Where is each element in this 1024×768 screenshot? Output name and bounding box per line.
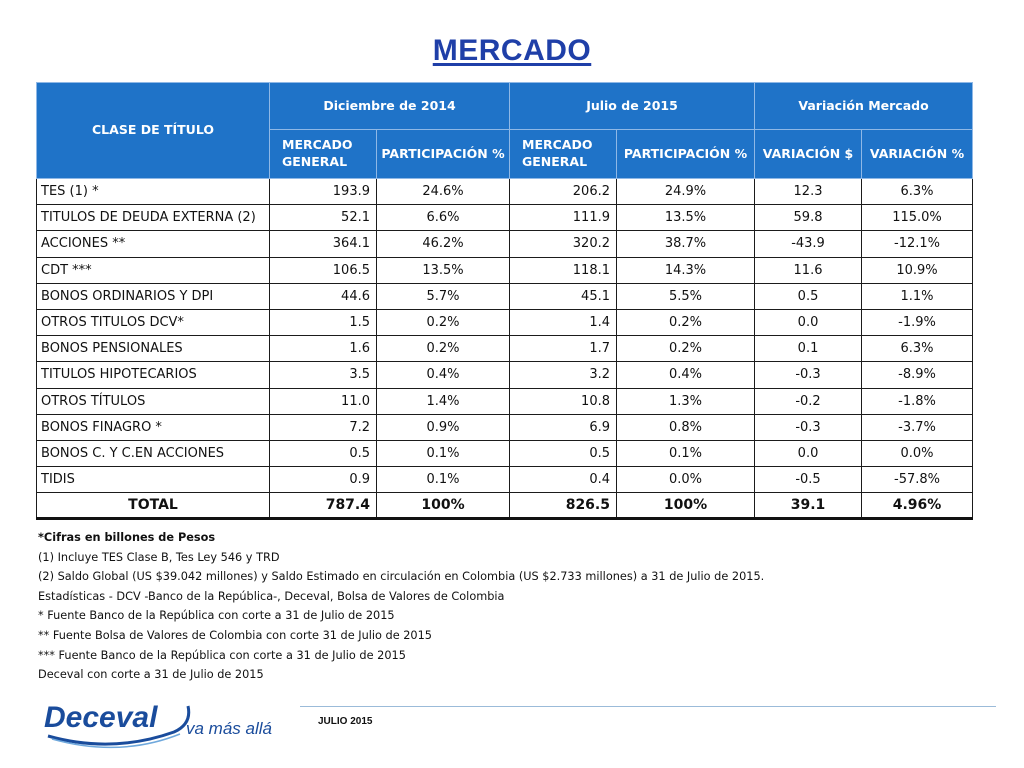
table-row (37, 440, 973, 466)
cell-jul-mercado: 118.1 (510, 257, 617, 283)
cell-dic-mercado: 11.0 (270, 388, 377, 414)
cell-var-pesos: 0.0 (755, 440, 862, 466)
cell-dic-part: 1.4% (377, 388, 510, 414)
cell-jul-part: 0.8% (617, 414, 755, 440)
header-julio-2015: Julio de 2015 (510, 83, 755, 130)
cell-var-pct: 115.0% (862, 205, 973, 231)
cell-var-pct: -12.1% (862, 231, 973, 257)
cell-label: TES (1) * (37, 179, 270, 205)
cell-var-pct: -8.9% (862, 362, 973, 388)
cell-dic-mercado: 787.4 (270, 493, 377, 519)
cell-label: TITULOS HIPOTECARIOS (37, 362, 270, 388)
cell-dic-part: 0.2% (377, 336, 510, 362)
market-table (36, 82, 973, 520)
table-row (37, 467, 973, 493)
cell-var-pct: 6.3% (862, 179, 973, 205)
cell-var-pesos: 0.0 (755, 309, 862, 335)
cell-dic-part: 5.7% (377, 283, 510, 309)
cell-jul-mercado: 6.9 (510, 414, 617, 440)
cell-dic-mercado: 7.2 (270, 414, 377, 440)
footnote: * Fuente Banco de la República con corte a 31 de Julio de 2015 (38, 609, 395, 623)
cell-var-pesos: 0.5 (755, 283, 862, 309)
table-row (37, 231, 973, 257)
cell-jul-part: 14.3% (617, 257, 755, 283)
logo-wordmark: Deceval (44, 701, 158, 734)
total-row (37, 493, 973, 519)
header-clase: CLASE DE TÍTULO (37, 83, 270, 179)
cell-dic-part: 13.5% (377, 257, 510, 283)
cell-var-pct: -1.8% (862, 388, 973, 414)
cell-var-pct: 1.1% (862, 283, 973, 309)
cell-jul-mercado: 0.5 (510, 440, 617, 466)
footnote: ** Fuente Bolsa de Valores de Colombia con corte 31 de Julio de 2015 (38, 628, 432, 642)
cell-label: CDT *** (37, 257, 270, 283)
header-mercado-line2: GENERAL (282, 154, 348, 169)
cell-jul-part: 5.5% (617, 283, 755, 309)
table-row (37, 309, 973, 335)
cell-dic-part: 24.6% (377, 179, 510, 205)
table-row (37, 414, 973, 440)
cell-var-pesos: 12.3 (755, 179, 862, 205)
cell-dic-mercado: 0.9 (270, 467, 377, 493)
cell-jul-part: 38.7% (617, 231, 755, 257)
cell-dic-mercado: 106.5 (270, 257, 377, 283)
cell-jul-part: 0.2% (617, 309, 755, 335)
cell-dic-mercado: 0.5 (270, 440, 377, 466)
table-row (37, 336, 973, 362)
cell-var-pct: -3.7% (862, 414, 973, 440)
header-mercado-general-dic (270, 130, 377, 179)
cell-label: TIDIS (37, 467, 270, 493)
cell-jul-mercado: 3.2 (510, 362, 617, 388)
cell-label: BONOS ORDINARIOS Y DPI (37, 283, 270, 309)
cell-dic-part: 0.2% (377, 309, 510, 335)
cell-jul-part: 0.4% (617, 362, 755, 388)
cell-var-pct: 10.9% (862, 257, 973, 283)
footnote: Estadísticas - DCV -Banco de la República-, Deceval, Bolsa de Valores de Colombia (38, 589, 505, 603)
cell-dic-part: 0.4% (377, 362, 510, 388)
cell-jul-mercado: 45.1 (510, 283, 617, 309)
header-mercado-line1: MERCADO (522, 137, 593, 153)
cell-jul-part: 13.5% (617, 205, 755, 231)
cell-label: OTROS TITULOS DCV* (37, 309, 270, 335)
cell-dic-part: 6.6% (377, 205, 510, 231)
cell-var-pesos: -0.3 (755, 414, 862, 440)
cell-var-pesos: -0.2 (755, 388, 862, 414)
footnote: *Cifras en billones de Pesos (38, 531, 216, 544)
cell-jul-mercado: 1.4 (510, 309, 617, 335)
cell-dic-part: 100% (377, 493, 510, 519)
cell-var-pesos: 59.8 (755, 205, 862, 231)
footnote: (1) Incluye TES Clase B, Tes Ley 546 y TRD (38, 550, 280, 564)
cell-label: OTROS TÍTULOS (37, 388, 270, 414)
cell-label: TOTAL (37, 493, 270, 519)
cell-jul-part: 0.2% (617, 336, 755, 362)
footnotes (38, 528, 968, 685)
cell-jul-part: 100% (617, 493, 755, 519)
cell-var-pesos: 39.1 (755, 493, 862, 519)
cell-dic-mercado: 193.9 (270, 179, 377, 205)
cell-dic-part: 46.2% (377, 231, 510, 257)
deceval-logo (42, 692, 282, 752)
table-row (37, 205, 973, 231)
header-variacion-pct: VARIACIÓN % (862, 130, 973, 179)
cell-jul-part: 1.3% (617, 388, 755, 414)
footer-date: JULIO 2015 (318, 716, 373, 727)
cell-jul-mercado: 10.8 (510, 388, 617, 414)
header-mercado-general-jul (510, 130, 617, 179)
page-title: MERCADO (432, 34, 592, 67)
cell-jul-mercado: 0.4 (510, 467, 617, 493)
cell-dic-part: 0.1% (377, 467, 510, 493)
cell-jul-mercado: 826.5 (510, 493, 617, 519)
cell-var-pct: 4.96% (862, 493, 973, 519)
footer-divider (300, 706, 996, 707)
header-mercado-line1: MERCADO (282, 137, 353, 153)
cell-var-pesos: -0.3 (755, 362, 862, 388)
header-mercado-line2: GENERAL (522, 154, 588, 169)
table-row (37, 257, 973, 283)
cell-dic-mercado: 1.5 (270, 309, 377, 335)
header-participacion-dic: PARTICIPACIÓN % (377, 130, 510, 179)
cell-jul-part: 24.9% (617, 179, 755, 205)
cell-var-pct: 0.0% (862, 440, 973, 466)
cell-label: TITULOS DE DEUDA EXTERNA (2) (37, 205, 270, 231)
cell-dic-mercado: 3.5 (270, 362, 377, 388)
footnote: Deceval con corte a 31 de Julio de 2015 (38, 668, 264, 682)
table-row (37, 179, 973, 205)
logo-tagline: va más allá (186, 719, 272, 738)
cell-jul-part: 0.0% (617, 467, 755, 493)
table-body (37, 179, 973, 519)
table-row (37, 283, 973, 309)
cell-var-pesos: 0.1 (755, 336, 862, 362)
cell-var-pct: 6.3% (862, 336, 973, 362)
cell-var-pesos: 11.6 (755, 257, 862, 283)
cell-var-pct: -1.9% (862, 309, 973, 335)
cell-var-pesos: -43.9 (755, 231, 862, 257)
cell-var-pesos: -0.5 (755, 467, 862, 493)
cell-dic-part: 0.1% (377, 440, 510, 466)
cell-jul-mercado: 111.9 (510, 205, 617, 231)
cell-dic-mercado: 1.6 (270, 336, 377, 362)
cell-dic-mercado: 364.1 (270, 231, 377, 257)
cell-jul-part: 0.1% (617, 440, 755, 466)
cell-label: BONOS C. Y C.EN ACCIONES (37, 440, 270, 466)
header-variacion-pesos: VARIACIÓN $ (755, 130, 862, 179)
cell-jul-mercado: 206.2 (510, 179, 617, 205)
table-row (37, 388, 973, 414)
footnote: (2) Saldo Global (US $39.042 millones) y Saldo Estimado en circulación en Colombia (US $2.733 millones) a 31 de Julio de 2015. (38, 570, 765, 584)
cell-dic-mercado: 52.1 (270, 205, 377, 231)
cell-dic-mercado: 44.6 (270, 283, 377, 309)
cell-label: BONOS FINAGRO * (37, 414, 270, 440)
header-variacion-mercado: Variación Mercado (755, 83, 973, 130)
header-participacion-jul: PARTICIPACIÓN % (617, 130, 755, 179)
cell-label: BONOS PENSIONALES (37, 336, 270, 362)
header-diciembre-2014: Diciembre de 2014 (270, 83, 510, 130)
table-row (37, 362, 973, 388)
cell-dic-part: 0.9% (377, 414, 510, 440)
cell-label: ACCIONES ** (37, 231, 270, 257)
cell-jul-mercado: 1.7 (510, 336, 617, 362)
cell-jul-mercado: 320.2 (510, 231, 617, 257)
footnote: *** Fuente Banco de la República con corte a 31 de Julio de 2015 (38, 648, 406, 662)
cell-var-pct: -57.8% (862, 467, 973, 493)
